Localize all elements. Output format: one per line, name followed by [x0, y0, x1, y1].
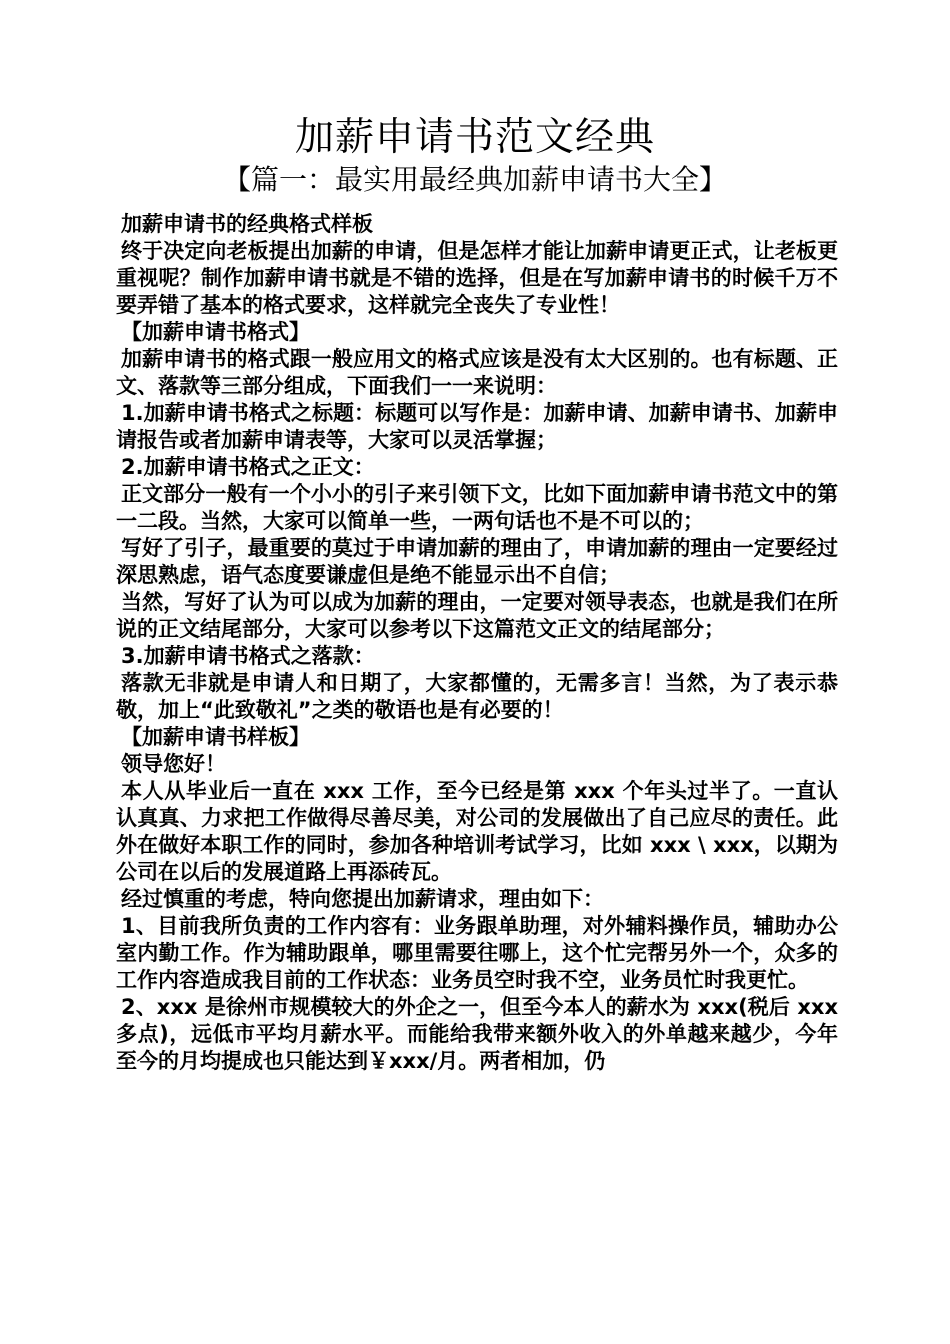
paragraph: 加薪申请书的格式跟一般应用文的格式应该是没有太大区别的。也有标题、正文、落款等三部分组成，下面我们一一来说明：: [116, 347, 838, 398]
section-heading: 【加薪申请书格式】: [121, 320, 310, 344]
paragraph: 2、xxx 是徐州市规模较大的外企之一，但至今本人的薪水为 xxx(税后 xxx 多点)，远低市平均月薪水平。而能给我带来额外收入的外单越来越少，今年至今的月均提成也只能达到￥xxx/月。两者相加，仍: [116, 995, 838, 1073]
document-subtitle: 【篇一：最实用最经典加薪申请书大全】: [222, 163, 727, 196]
document-body: [116, 211, 838, 1075]
paragraph: 经过慎重的考虑，特向您提出加薪请求，理由如下：: [121, 887, 604, 911]
paragraph: 写好了引子，最重要的莫过于申请加薪的理由了，申请加薪的理由一定要经过深思熟虑，语气态度要谦虚但是绝不能显示出不自信；: [116, 536, 838, 587]
paragraph: 当然，写好了认为可以成为加薪的理由，一定要对领导表态，也就是我们在所说的正文结尾部分，大家可以参考以下这篇范文正文的结尾部分；: [116, 590, 838, 641]
salutation: 领导您好！: [121, 752, 226, 776]
document-title: 加薪申请书范文经典: [294, 115, 655, 160]
section-heading: 【加薪申请书样板】: [121, 725, 310, 749]
paragraph: 本人从毕业后一直在 xxx 工作，至今已经是第 xxx 个年头过半了。一直认认真真、力求把工作做得尽善尽美，对公司的发展做出了自己应尽的责任。此外在做好本职工作的同时，参加各种培训考试学习，比如 xxx \ xxx，以期为公司在以后的发展道路上再添砖瓦。: [116, 779, 838, 884]
section-heading: 加薪申请书的经典格式样板: [121, 212, 373, 236]
paragraph: 1.加薪申请书格式之标题：标题可以写作是：加薪申请、加薪申请书、加薪申请报告或者加薪申请表等，大家可以灵活掌握；: [116, 401, 838, 452]
paragraph: 正文部分一般有一个小小的引子来引领下文，比如下面加薪申请书范文中的第一二段。当然，大家可以简单一些，一两句话也不是不可以的；: [116, 482, 838, 533]
paragraph: 3.加薪申请书格式之落款：: [121, 644, 375, 668]
paragraph: 1、目前我所负责的工作内容有：业务跟单助理，对外辅料操作员，辅助办公室内勤工作。作为辅助跟单，哪里需要往哪上，这个忙完帮另外一个，众多的工作内容造成我目前的工作状态：业务员空时我不空，业务员忙时我更忙。: [116, 914, 838, 992]
paragraph: 终于决定向老板提出加薪的申请，但是怎样才能让加薪申请更正式，让老板更重视呢？制作加薪申请书就是不错的选择，但是在写加薪申请书的时候千万不要弄错了基本的格式要求，这样就完全丧失了专业性！: [116, 239, 838, 317]
paragraph: 落款无非就是申请人和日期了，大家都懂的，无需多言！当然，为了表示恭敬，加上“此致敬礼”之类的敬语也是有必要的！: [116, 671, 838, 722]
paragraph: 2.加薪申请书格式之正文：: [121, 455, 375, 479]
